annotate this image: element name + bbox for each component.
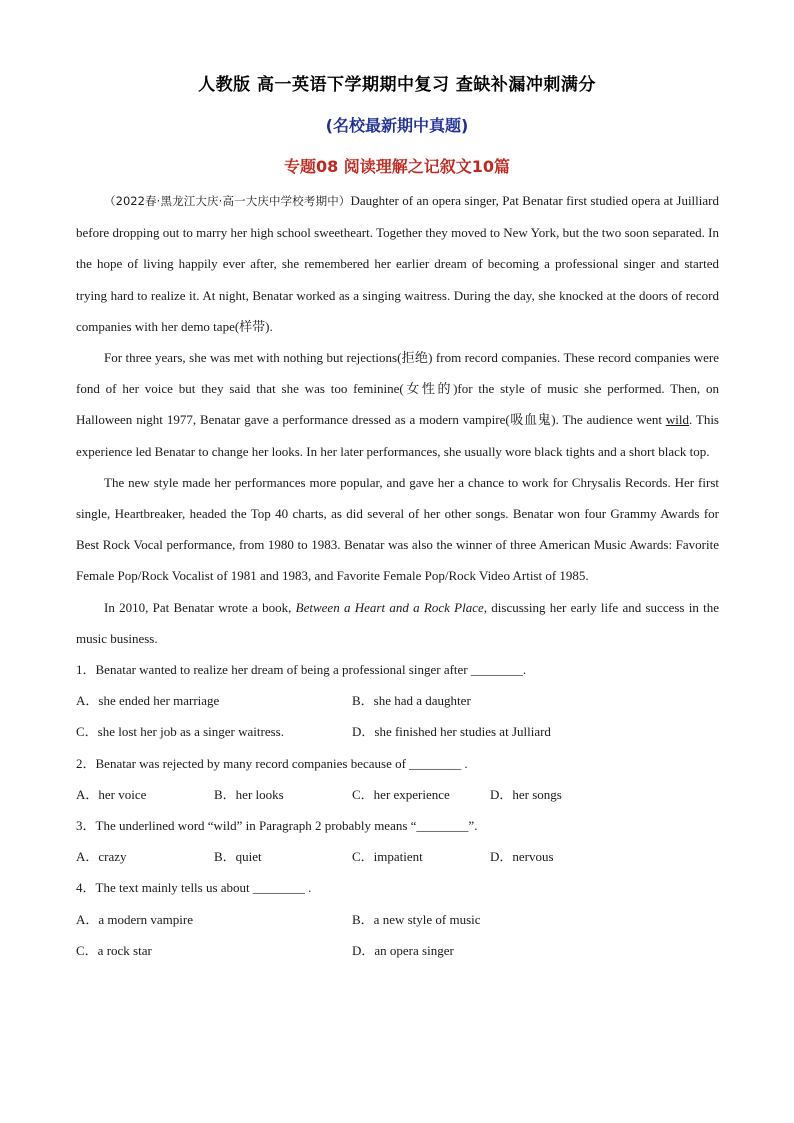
option-b: B．she had a daughter <box>352 693 471 709</box>
option-d: D．an opera singer <box>352 942 454 958</box>
question-1-options-row2 <box>76 716 719 747</box>
paragraph-2 <box>76 342 719 467</box>
paragraph-4 <box>76 592 719 654</box>
question-3-stem: 3．The underlined word “wild” in Paragraph 2 probably means “________”. <box>76 818 478 834</box>
question-1-stem: 1．Benatar wanted to realize her dream of being a professional singer after ________. <box>76 662 527 678</box>
source-note: （2022春·黑龙江大庆·高一大庆中学校考期中） <box>104 194 351 208</box>
question-3-options <box>76 841 719 872</box>
option-c: C．impatient <box>352 849 423 865</box>
reading-body <box>76 185 719 966</box>
book-title: Between a Heart and a Rock Place <box>295 599 484 615</box>
paragraph-4-text-b: , discussing her early life and success in the music business. <box>76 599 720 646</box>
option-d: D．she finished her studies at Julliard <box>352 724 551 740</box>
question-2-options <box>76 779 719 810</box>
question-4-stem: 4．The text mainly tells us about ________ . <box>76 880 312 896</box>
underlined-word: wild <box>665 412 689 428</box>
question-4-options-row1 <box>76 904 719 935</box>
paragraph-2-text-b: . This experience led Benatar to change her looks. In her later performances, she usually wore black tights and a short black top. <box>76 412 719 459</box>
paragraph-1 <box>76 185 719 342</box>
option-b: B．a new style of music <box>352 911 481 927</box>
paragraph-4-text-a: In 2010, Pat Benatar wrote a book, <box>104 599 296 615</box>
option-b: B．quiet <box>214 849 262 865</box>
option-a: A．a modern vampire <box>76 911 193 927</box>
question-2-stem: 2．Benatar was rejected by many record companies because of ________ . <box>76 755 468 771</box>
option-c: C．a rock star <box>76 942 152 958</box>
topic-heading: 专题08 阅读理解之记叙文10篇 <box>283 157 511 176</box>
paragraph-2-text-a: For three years, she was met with nothing but rejections(拒绝) from record companies. These record companies were fond of her voice but they said that she was too feminine(女性的)for the style of music she performed. Then, on Halloween night 1977, Benatar gave a performance dressed as a modern vampire(吸血鬼). The audience went <box>76 350 719 428</box>
paragraph-1-text: Daughter of an opera singer, Pat Benatar first studied opera at Juilliard before dropping out to marry her high school sweetheart. Together they moved to New York, but the two soon separated. In the hope of living happily ever after, she remembered her earlier dream of becoming a professional singer and started trying hard to realize it. At night, Benatar worked as a singing waitress. During the day, she knocked at the doors of record companies with her demo tape(样带). <box>76 193 719 334</box>
option-c: C．she lost her job as a singer waitress. <box>76 724 284 740</box>
option-a: A．her voice <box>76 786 147 802</box>
option-d: D．nervous <box>490 849 554 865</box>
option-c: C．her experience <box>352 786 450 802</box>
option-a: A．she ended her marriage <box>76 693 220 709</box>
paragraph-3: The new style made her performances more popular, and gave her a chance to work for Chrysalis Records. Her first single, Heartbreaker, headed the Top 40 charts, as did several of her other songs. Benatar won four Grammy Awards for Best Rock Vocal performance, from 1980 to 1983. Benatar was also the winner of three American Music Awards: Favorite Female Pop/Rock Vocalist of 1981 and 1983, and Favorite Female Pop/Rock Video Artist of 1985. <box>76 474 719 584</box>
option-b: B．her looks <box>214 786 284 802</box>
option-d: D．her songs <box>490 786 562 802</box>
question-1-options-row1 <box>76 685 719 716</box>
option-a: A．crazy <box>76 849 127 865</box>
document-title: 人教版 高一英语下学期期中复习 查缺补漏冲刺满分 <box>198 75 596 95</box>
document-subtitle: (名校最新期中真题) <box>325 116 469 135</box>
question-4-options-row2 <box>76 935 719 966</box>
